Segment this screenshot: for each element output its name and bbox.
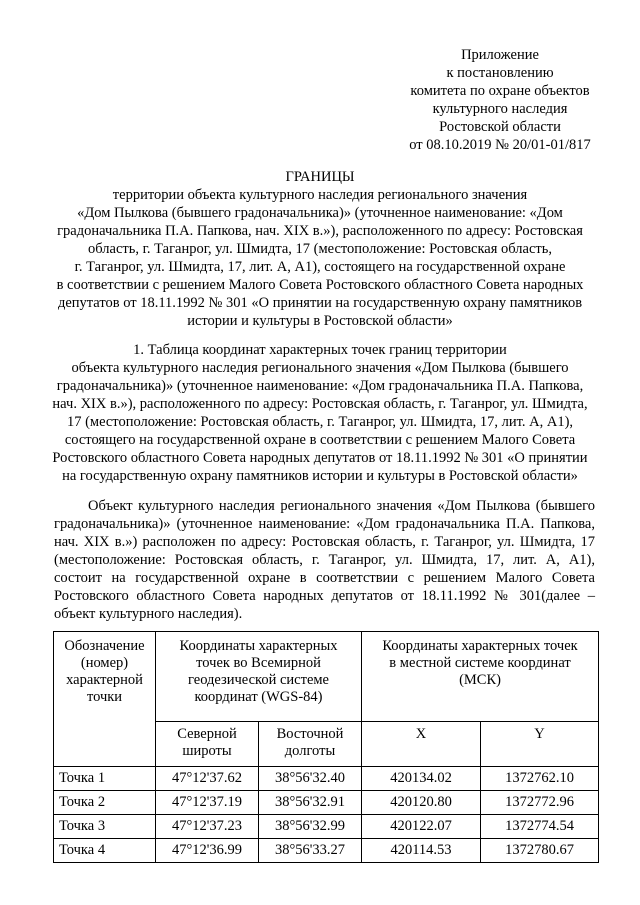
header-line: Обозначение bbox=[64, 638, 145, 654]
header-msk bbox=[362, 632, 599, 722]
point-x: 420120.80 bbox=[362, 791, 481, 815]
point-x: 420134.02 bbox=[362, 767, 481, 791]
point-longitude: 38°56'32.40 bbox=[259, 767, 362, 791]
header-line: (МСК) bbox=[459, 672, 501, 688]
title-heading: ГРАНИЦЫ bbox=[285, 169, 355, 185]
document-title bbox=[40, 168, 600, 330]
paragraph-line: объект культурного наследия). bbox=[54, 606, 243, 622]
point-y: 1372780.67 bbox=[481, 839, 599, 863]
header-line: долготы bbox=[284, 743, 336, 759]
title-line: «Дом Пылкова (бывшего градоначальника)» (уточненное наименование: «Дом bbox=[77, 205, 563, 221]
header-line: (номер) bbox=[80, 655, 129, 671]
point-latitude: 47°12'37.62 bbox=[156, 767, 259, 791]
caption-line: 17 (местоположение: Ростовская область, г. Таганрог, ул. Шмидта, 17, лит. А, А1), bbox=[66, 414, 574, 430]
header-line: Восточной bbox=[276, 726, 344, 742]
caption-line: состоящего на государственной охране в соответствии с решением Малого Совета bbox=[64, 432, 576, 448]
point-longitude: 38°56'32.91 bbox=[259, 791, 362, 815]
title-line: г. Таганрог, ул. Шмидта, 17, лит. А, А1), состоящего на государственной охране bbox=[74, 259, 566, 275]
table-row bbox=[54, 791, 599, 815]
annex-line: Приложение bbox=[461, 47, 539, 63]
paragraph-line: Ростовского областного Совета народных депутатов от 18.11.1992 № 301(далее – bbox=[54, 588, 595, 604]
body-paragraph bbox=[54, 497, 595, 623]
header-line: Северной bbox=[177, 726, 237, 742]
header-line: в местной системе координат bbox=[389, 655, 571, 671]
point-name: Точка 2 bbox=[54, 791, 156, 815]
header-line: точек во Всемирной bbox=[196, 655, 321, 671]
annex-block bbox=[380, 46, 620, 154]
paragraph-line: состоит на государственной охране в соответствии с решением Малого Совета bbox=[54, 570, 595, 586]
point-latitude: 47°12'37.19 bbox=[156, 791, 259, 815]
coordinates-table bbox=[53, 631, 599, 863]
annex-line: от 08.10.2019 № 20/01-01/817 bbox=[409, 137, 591, 153]
header-wgs84 bbox=[156, 632, 362, 722]
paragraph-line: (местоположение: Ростовская область, г. Таганрог, ул. Шмидта, 17, лит. А, А1), bbox=[54, 552, 595, 568]
caption-line: градоначальника)» (уточненное наименование: «Дом градоначальника П.А. Папкова, bbox=[56, 378, 584, 394]
title-line: депутатов от 18.11.1992 № 301 «О принятии на государственную охрану памятников bbox=[57, 295, 583, 311]
header-east-longitude bbox=[259, 722, 362, 767]
title-line: территории объекта культурного наследия регионального значения bbox=[112, 187, 528, 203]
table-caption bbox=[40, 341, 600, 485]
header-point-designation bbox=[54, 632, 156, 767]
point-x: 420122.07 bbox=[362, 815, 481, 839]
caption-line: на государственную охрану памятников истории и культуры в Ростовской области» bbox=[62, 468, 578, 484]
table-row bbox=[54, 839, 599, 863]
point-y: 1372774.54 bbox=[481, 815, 599, 839]
paragraph-line: Объект культурного наследия регионального значения «Дом Пылкова (бывшего bbox=[88, 498, 595, 514]
annex-line: Ростовской области bbox=[439, 119, 561, 135]
point-x: 420114.53 bbox=[362, 839, 481, 863]
paragraph-line: градоначальника)» (уточненное наименование: «Дом градоначальника П.А. Папкова, bbox=[54, 516, 595, 532]
table-row bbox=[54, 815, 599, 839]
point-latitude: 47°12'36.99 bbox=[156, 839, 259, 863]
header-line: геодезической системе bbox=[188, 672, 329, 688]
point-y: 1372762.10 bbox=[481, 767, 599, 791]
point-y: 1372772.96 bbox=[481, 791, 599, 815]
header-north-latitude bbox=[156, 722, 259, 767]
title-line: истории и культуры в Ростовской области» bbox=[187, 313, 453, 329]
caption-line: Ростовского областного Совета народных депутатов от 18.11.1992 № 301 «О принятии bbox=[52, 450, 588, 466]
header-line: координат (WGS-84) bbox=[194, 689, 323, 705]
header-line: точки bbox=[86, 689, 123, 705]
point-longitude: 38°56'32.99 bbox=[259, 815, 362, 839]
paragraph-line: нач. XIX в.») расположен по адресу: Ростовская область, г. Таганрог, ул. Шмидта, 17 bbox=[54, 534, 595, 550]
annex-line: к постановлению bbox=[446, 65, 554, 81]
header-line: характерной bbox=[66, 672, 143, 688]
point-name: Точка 4 bbox=[54, 839, 156, 863]
caption-line: нач. XIX в.»), расположенного по адресу: Ростовская область, г. Таганрог, ул. Шмидта, bbox=[52, 396, 588, 412]
annex-line: комитета по охране объектов bbox=[410, 83, 590, 99]
caption-line: объекта культурного наследия регионального значения «Дом Пылкова (бывшего bbox=[71, 360, 569, 376]
point-longitude: 38°56'33.27 bbox=[259, 839, 362, 863]
title-line: в соответствии с решением Малого Совета Ростовского областного Совета народных bbox=[56, 277, 584, 293]
header-line: Координаты характерных точек bbox=[382, 638, 578, 654]
title-line: градоначальника П.А. Папкова, нач. XIX в.»), расположенного по адресу: Ростовская bbox=[57, 223, 583, 239]
annex-line: культурного наследия bbox=[432, 101, 568, 117]
header-x: X bbox=[362, 722, 481, 767]
header-line: широты bbox=[182, 743, 232, 759]
point-name: Точка 3 bbox=[54, 815, 156, 839]
table-row bbox=[54, 767, 599, 791]
header-line: Координаты характерных bbox=[179, 638, 338, 654]
header-y: Y bbox=[481, 722, 599, 767]
point-name: Точка 1 bbox=[54, 767, 156, 791]
point-latitude: 47°12'37.23 bbox=[156, 815, 259, 839]
title-line: область, г. Таганрог, ул. Шмидта, 17 (местоположение: Ростовская область, bbox=[88, 241, 552, 257]
caption-line: 1. Таблица координат характерных точек границ территории bbox=[133, 342, 507, 358]
